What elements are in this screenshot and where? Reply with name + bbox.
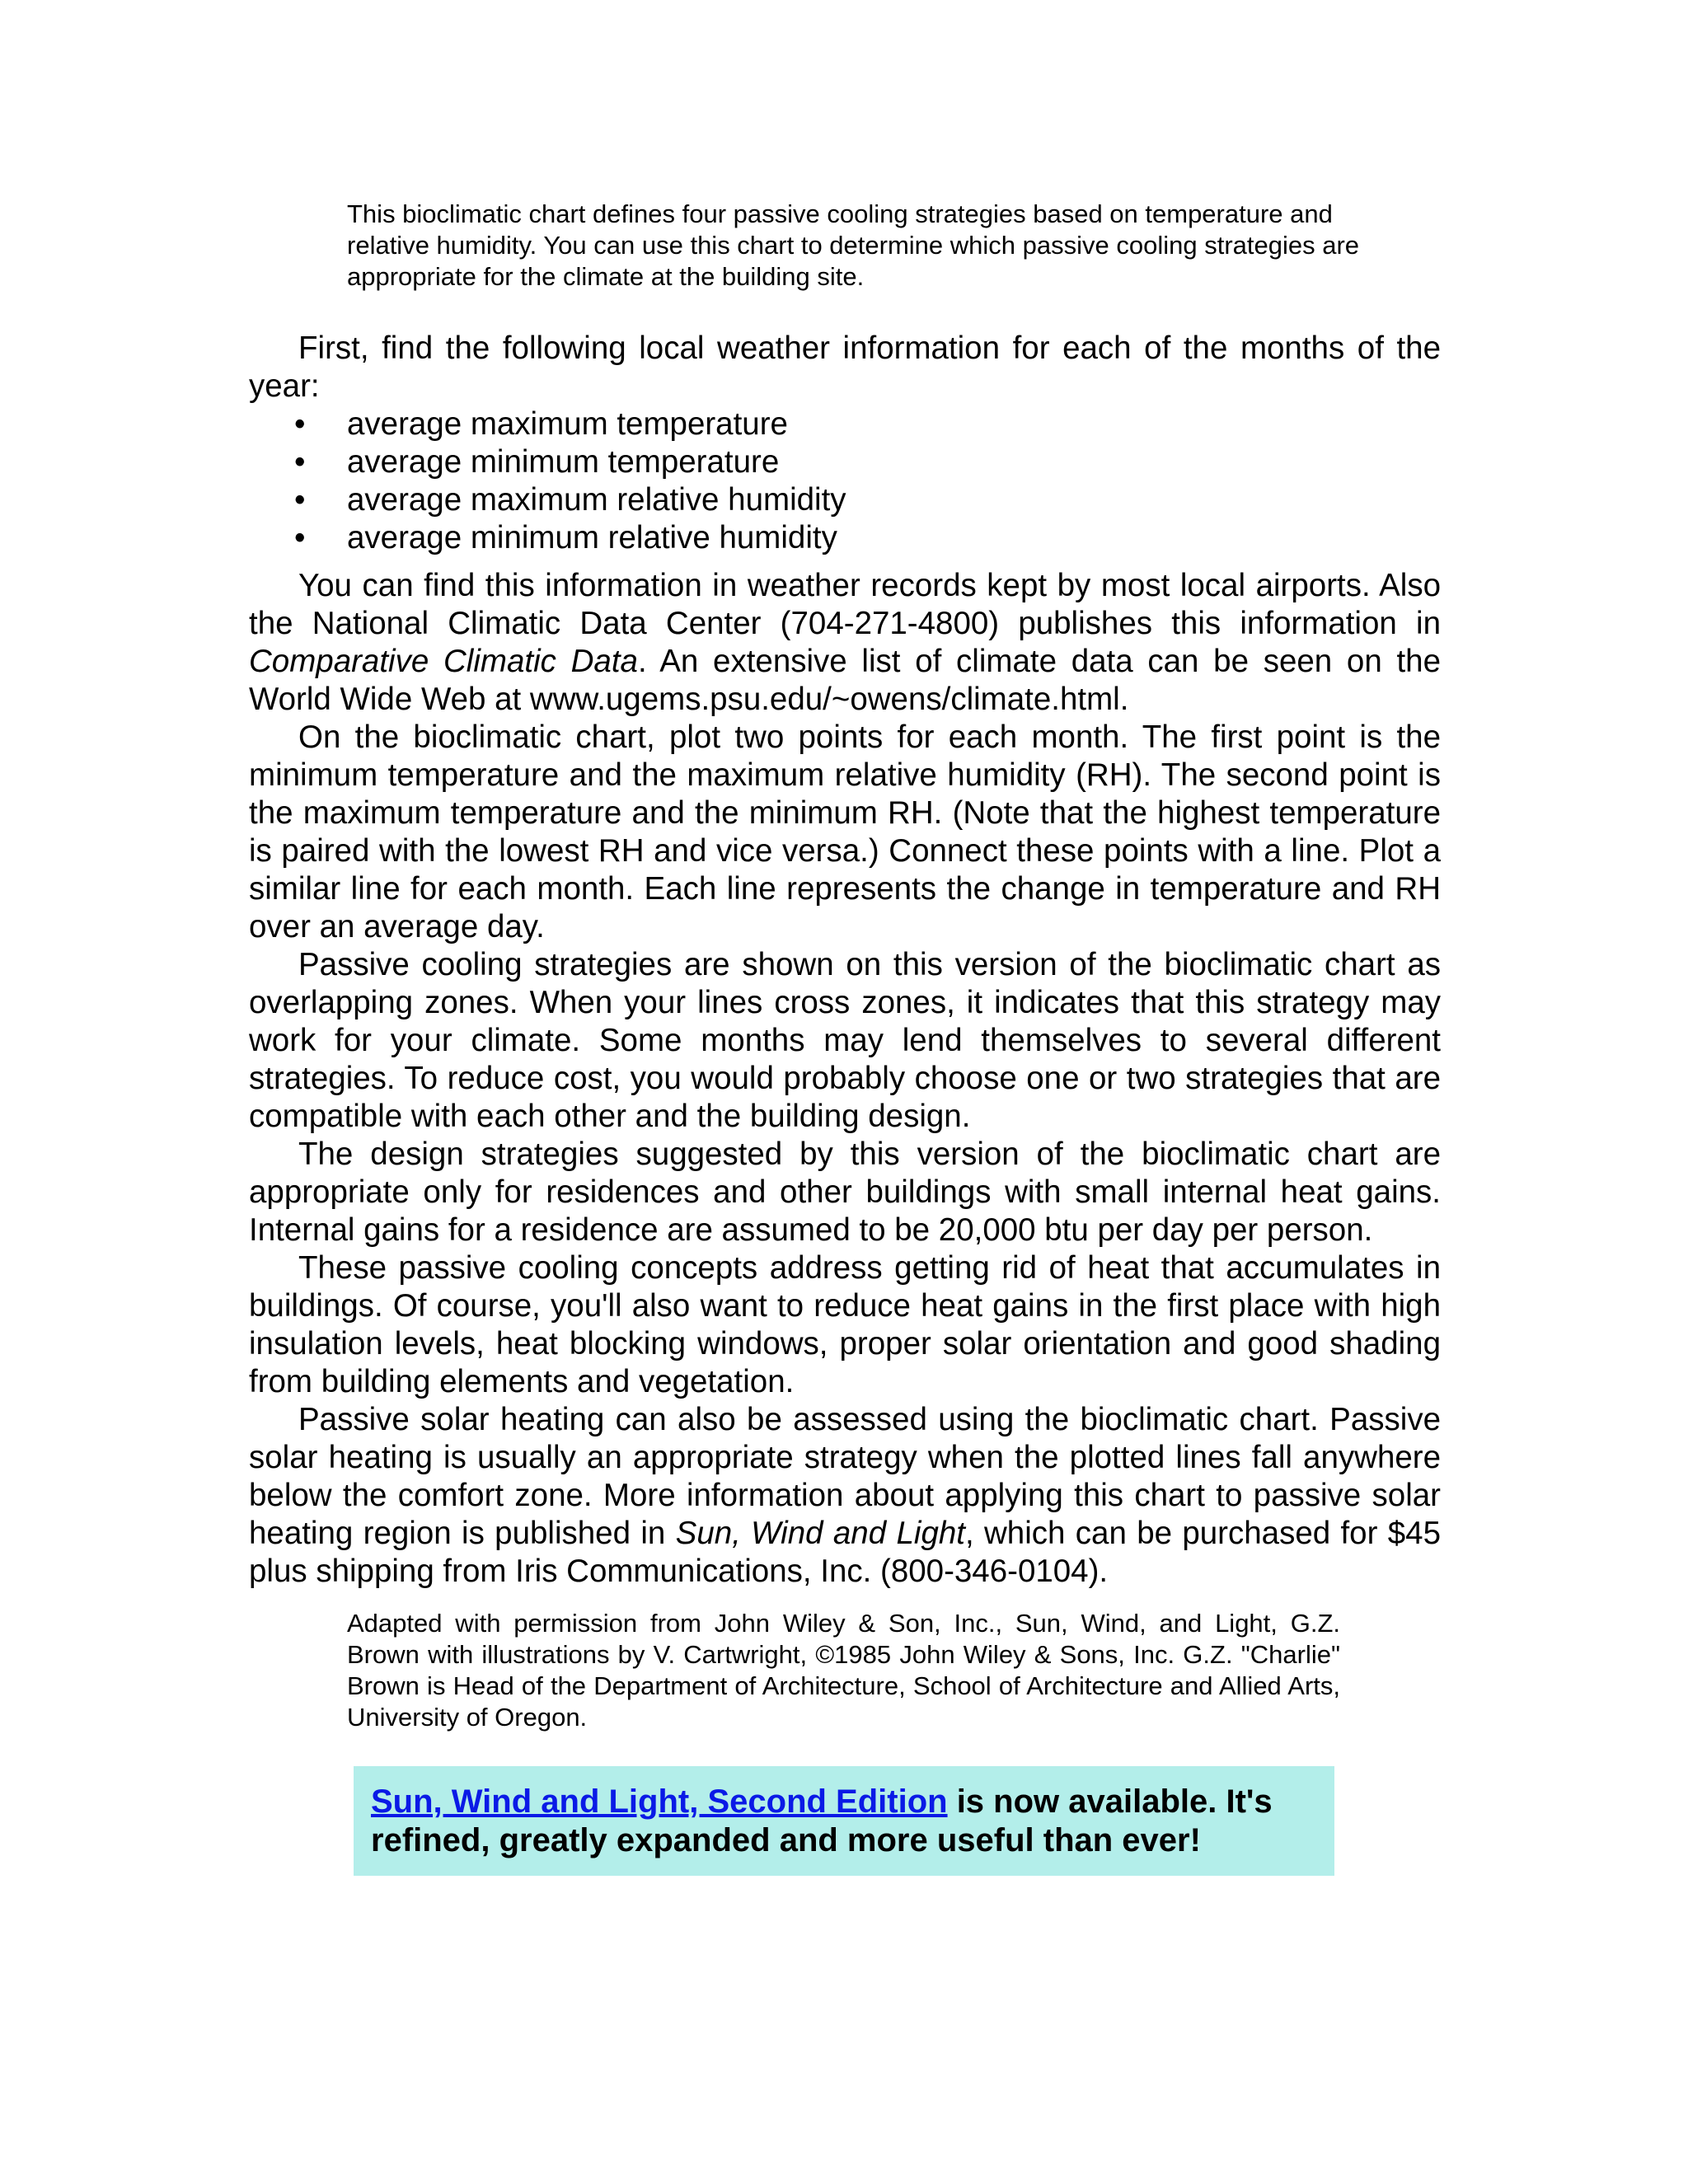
bullet-icon: • — [294, 482, 306, 518]
credit-text: Adapted with permission from John Wiley & Son, Inc., Sun, Wind, and Light, G.Z. Brown with illustrations by V. Cartwright, ©1985 John Wiley & Sons, Inc. G.Z. "Charlie" Brown is Head of the Department of Architecture, School of Architecture and Allied Arts, University of Oregon. — [347, 1609, 1340, 1732]
list-item: • average minimum temperature — [294, 444, 780, 480]
paragraph-zones: Passive cooling strategies are shown on this version of the bioclimatic chart as overlapping zones. When your lines cross zones, it indicates that this strategy may work for your climate. Some months may lend themselves to several different strategies. To reduce cost, you would probably choose one or two strategies that are compatible with each other and the building design. — [249, 947, 1441, 1134]
paragraph-plot: On the bioclimatic chart, plot two points for each month. The first point is the minimum temperature and the maximum relative humidity (RH). The second point is the maximum temperature and the minimum RH. (Note that the highest temperature is paired with the lowest RH and vice versa.) Connect these points with a line. Plot a similar line for each month. Each line represents the change in temperature and RH over an average day. — [249, 719, 1441, 944]
list-item: • average maximum temperature — [294, 406, 788, 442]
promo-text: is now available. It's refined, greatly expanded and more useful than ever! — [371, 1783, 1273, 1858]
second-edition-link[interactable]: Sun, Wind and Light, Second Edition — [371, 1783, 948, 1820]
main-body — [249, 330, 1441, 1591]
intro-text: This bioclimatic chart defines four passive cooling strategies based on temperature and relative humidity. You can use this chart to determine which passive cooling strategies are appropriate for the climate at the building site. — [347, 199, 1360, 291]
list-item: • average minimum relative humidity — [294, 520, 837, 555]
bullet-icon: • — [294, 520, 306, 555]
paragraph-first: First, find the following local weather information for each of the months of the year: — [249, 330, 1441, 404]
list-item: • average maximum relative humidity — [294, 482, 846, 518]
bullet-icon: • — [294, 406, 306, 442]
paragraph-residences: The design strategies suggested by this version of the bioclimatic chart are appropriate only for residences and other buildings with small internal heat gains. Internal gains for a residence are assumed to be 20,000 btu per day per person. — [249, 1137, 1441, 1248]
paragraph-heating: Passive solar heating can also be assessed using the bioclimatic chart. Passive solar heating is usually an appropriate strategy when the plotted lines fall anywhere below the comfort zone. More information about applying this chart to passive solar heating region is published in Sun, Wind and Light, which can be purchased for $45 plus shipping from Iris Communications, Inc. (800-346-0104). — [249, 1402, 1441, 1589]
paragraph-sources: You can find this information in weather records kept by most local airports. Also the National Climatic Data Center (704-271-4800) publishes this information in Comparative Climatic Data. An extensive list of climate data can be seen on the World Wide Web at www.ugems.psu.edu/~owens/climate.html. — [249, 568, 1441, 717]
bullet-icon: • — [294, 444, 306, 480]
promo-banner — [354, 1766, 1334, 1876]
weather-info-list — [249, 405, 1441, 557]
intro-note — [347, 199, 1377, 293]
publication-title: Comparative Climatic Data — [249, 644, 638, 679]
paragraph-concepts: These passive cooling concepts address getting rid of heat that accumulates in buildings. Of course, you'll also want to reduce heat gains in the first place with high insulation levels, heat blocking windows, proper solar orientation and good shading from building elements and vegetation. — [249, 1250, 1441, 1399]
credit-note — [347, 1608, 1340, 1733]
book-title: Sun, Wind and Light — [675, 1516, 965, 1551]
